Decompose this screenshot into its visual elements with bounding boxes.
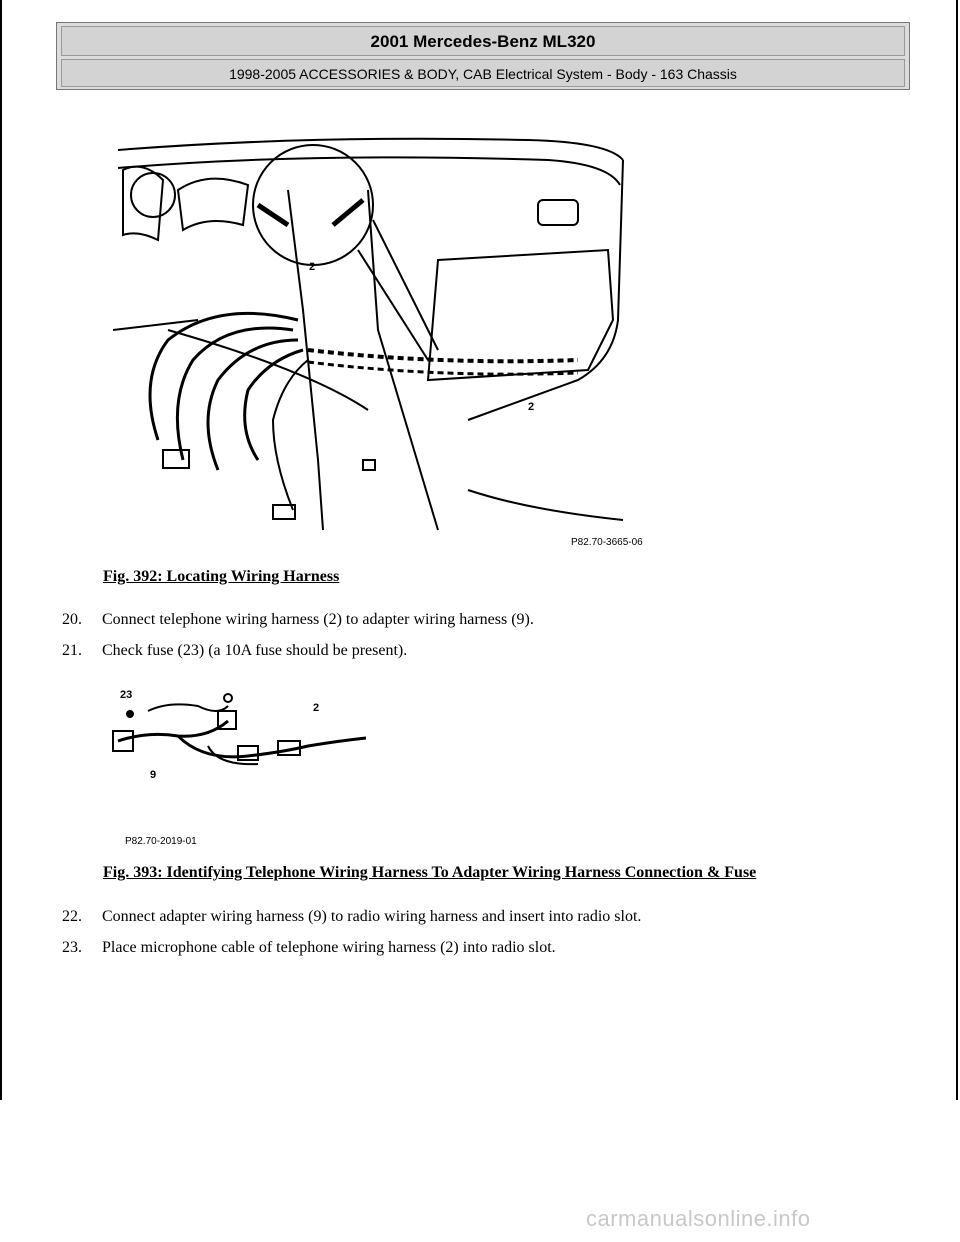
figure-393-caption: Fig. 393: Identifying Telephone Wiring Harness To Adapter Wiring Harness Connection & Fuse	[103, 864, 757, 881]
figure-392-illustration	[108, 130, 628, 555]
step-number: 23.	[62, 939, 82, 956]
step-text: Connect adapter wiring harness (9) to radio wiring harness and insert into radio slot.	[102, 908, 642, 925]
figure-392-callout-upper: 2	[309, 261, 316, 273]
step-22	[62, 908, 641, 926]
watermark: carmanualsonline.info	[586, 1206, 811, 1231]
step-21	[62, 642, 407, 660]
figure-392-caption: Fig. 392: Locating Wiring Harness	[103, 568, 340, 585]
figure-392-callout-lower: 2	[528, 401, 535, 413]
step-20	[62, 611, 534, 629]
step-number: 22.	[62, 908, 82, 925]
figure-393-callout-adapter-harness: 9	[150, 769, 157, 781]
figure-393-callout-telephone-harness: 2	[313, 702, 320, 714]
step-number: 20.	[62, 611, 82, 628]
document-title: 2001 Mercedes-Benz ML320	[61, 26, 905, 56]
step-number: 21.	[62, 642, 82, 659]
step-23	[62, 939, 556, 957]
figure-393-callout-fuse: 23	[120, 689, 133, 701]
document-subtitle: 1998-2005 ACCESSORIES & BODY, CAB Electrical System - Body - 163 Chassis	[61, 59, 905, 87]
figure-393-code: P82.70-2019-01	[125, 836, 197, 847]
step-text: Check fuse (23) (a 10A fuse should be present).	[102, 642, 408, 659]
figure-392-code: P82.70-3665-06	[571, 537, 643, 548]
step-text: Place microphone cable of telephone wiring harness (2) into radio slot.	[102, 939, 556, 956]
figure-393-illustration	[108, 686, 370, 784]
document-header	[56, 22, 910, 90]
step-text: Connect telephone wiring harness (2) to adapter wiring harness (9).	[102, 611, 534, 628]
